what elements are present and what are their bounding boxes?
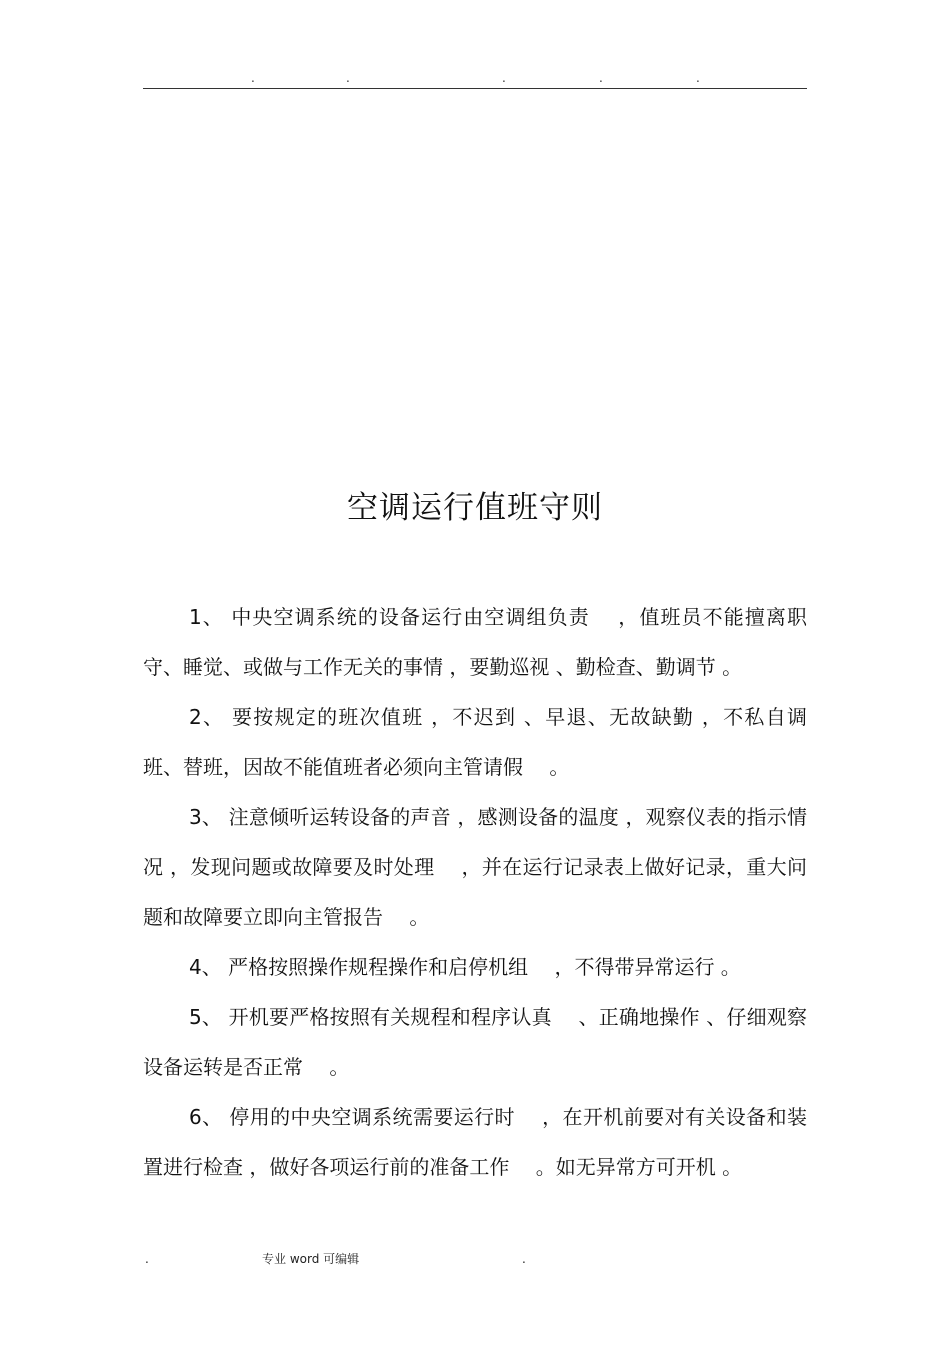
header-dot: .: [696, 71, 700, 85]
rule-paragraph-2: 2、 要按规定的班次值班 ，不迟到 、早退、无故缺勤 ，不私自调班、替班，因故不能值班者必须向主管请假 。: [143, 705, 807, 779]
header-dot: .: [346, 71, 350, 85]
rule-paragraph-3: 3、 注意倾听运转设备的声音 ，感测设备的温度 ，观察仪表的指示情况 ，发现问题或故障要及时处理 ，并在运行记录表上做好记录，重大问题和故障要立即向主管报告 。: [143, 805, 807, 929]
footer-left-dot: .: [145, 1252, 149, 1266]
rule-paragraph-5: 5、 开机要严格按照有关规程和程序认真 、正确地操作 、仔细观察设备运转是否正常 。: [143, 1005, 807, 1079]
header-dot: .: [502, 71, 506, 85]
rule-paragraph-6: 6、 停用的中央空调系统需要运行时 ，在开机前要对有关设备和装置进行检查 ，做好各项运行前的准备工作 。如无异常方可开机 。: [143, 1105, 807, 1179]
header-dot: .: [251, 71, 255, 85]
document-title: 空调运行值班守则: [347, 490, 603, 526]
footer-label: 专业 word 可编辑: [262, 1252, 360, 1266]
header-dots: [0, 70, 950, 86]
rule-paragraph-4: 4、 严格按照操作规程操作和启停机组 ，不得带异常运行 。: [189, 955, 741, 979]
footer-right-dot: .: [522, 1252, 526, 1266]
header-dot: .: [599, 71, 603, 85]
document-body: [143, 592, 807, 1192]
rule-paragraph-1: 1、 中央空调系统的设备运行由空调组负责 ，值班员不能擅离职守、睡觉、或做与工作无关的事情 ，要勤巡视 、勤检查、勤调节 。: [143, 605, 807, 679]
page-footer: [0, 1249, 950, 1269]
header-rule: [143, 88, 807, 89]
